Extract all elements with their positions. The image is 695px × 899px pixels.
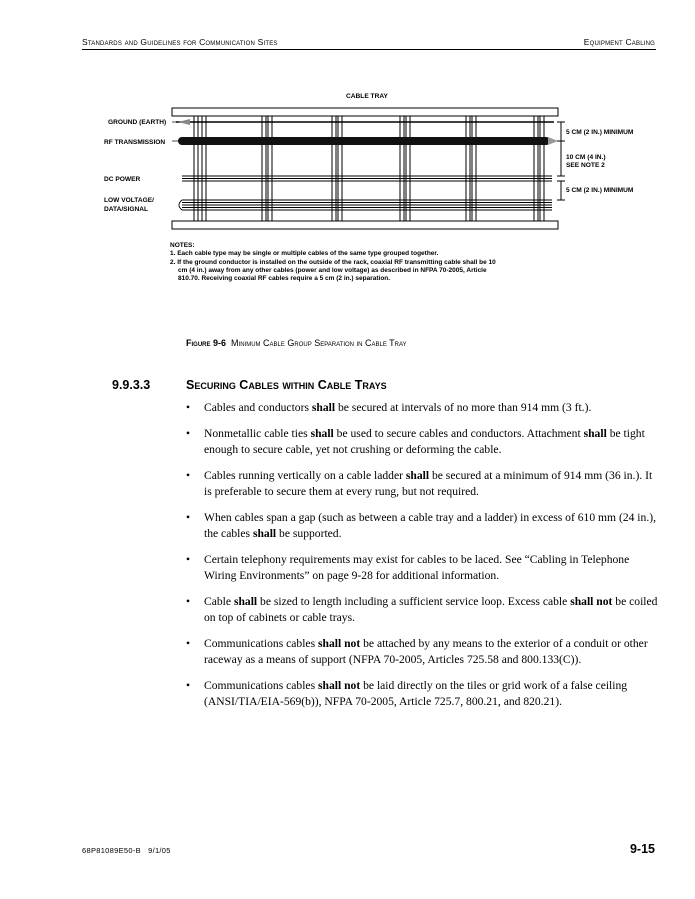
bullet-text: be sized to length including a sufficient service loop. Excess cable: [257, 595, 571, 609]
bullet-text: be attached by any means to the exterior of a conduit or other raceway as a means of support (NFPA 70-2005, Articles 725.58 and 800.133(C)).: [204, 637, 648, 666]
bullet-text: Certain telephony requirements may exist for cables to be laced. See “Cabling in Telephone Wiring Environments” on page 9-28 for additional information.: [204, 553, 630, 582]
figure-caption-label: Figure 9-6: [186, 338, 227, 348]
bullet-text: be used to secure cables and conductors. Attachment: [333, 427, 584, 441]
bullet-text: Cables and conductors: [204, 401, 312, 414]
dim-label-1: 5 CM (2 IN.) MINIMUM: [566, 129, 634, 136]
bullet-text: be laid directly on the tiles or grid work of a false ceiling (ANSI/TIA/EIA-569(b)), NFPA 70-2005, Article 725.7, 800.21, and 820.21).: [204, 679, 628, 708]
bullet-item: [186, 678, 658, 709]
label-ground: GROUND (EARTH): [108, 119, 167, 126]
diagram-title: CABLE TRAY: [346, 93, 388, 100]
bullet-dot: •: [186, 553, 191, 567]
label-low-1: LOW VOLTAGE/: [104, 197, 154, 204]
bullet-dot: •: [186, 679, 191, 693]
bullet-item: [186, 468, 658, 499]
section-number: 9.9.3.3: [112, 378, 151, 392]
bullet-item: [186, 636, 658, 667]
bullet-item: [186, 426, 658, 457]
bullet-text: be tight enough to secure cable, yet not crushing or deforming the cable.: [204, 427, 645, 456]
tray-bottom-rail: [172, 221, 558, 229]
footer-doc-id: 68P81089E50-B 9/1/05: [82, 846, 171, 855]
section-title: Securing Cables within Cable Trays: [186, 378, 387, 392]
bullet-emphasis: shall not: [318, 637, 361, 651]
bullet-emphasis: shall: [311, 401, 336, 414]
rf-cable: [178, 137, 550, 145]
dimension-brackets: [557, 122, 565, 200]
notes-heading: NOTES:: [170, 242, 195, 249]
bullet-text: Cables running vertically on a cable ladder: [204, 469, 406, 483]
tray-top-rail: [172, 108, 558, 116]
figure-notes: [170, 242, 550, 283]
note-2-line-2: cm (4 in.) away from any other cables (power and low voltage) as described in NFPA 70-2005, Article: [178, 266, 487, 274]
bullet-dot: •: [186, 595, 191, 609]
bullet-text: Cable: [204, 595, 234, 609]
label-dc: DC POWER: [104, 176, 141, 183]
rf-cable-end: [548, 137, 558, 145]
dc-power-cables: [182, 176, 552, 181]
bullet-text: be secured at intervals of no more than 914 mm (3 ft.).: [335, 401, 592, 414]
bullet-emphasis: shall: [405, 469, 430, 483]
bullet-text: be coiled on top of cabinets or cable trays.: [204, 595, 658, 624]
bullet-item: [186, 552, 658, 583]
bullet-item: [186, 510, 658, 541]
bullet-dot: •: [186, 401, 191, 414]
bullet-emphasis: shall: [583, 427, 607, 441]
note-1: 1. Each cable type may be single or multiple cables of the same type grouped together.: [170, 250, 439, 258]
note-2-line-3: 810.70. Receiving coaxial RF cables require a 5 cm (2 in.) separation.: [178, 275, 391, 283]
low-voltage-cables: [179, 200, 552, 210]
bullet-emphasis: shall: [233, 595, 258, 609]
bullet-dot: •: [186, 637, 191, 651]
bullet-item: [186, 594, 658, 625]
bullet-text: be supported.: [276, 526, 342, 540]
dim-label-2b: SEE NOTE 2: [566, 162, 605, 169]
ground-cable-end: [178, 119, 190, 125]
label-low-2: DATA/SIGNAL: [104, 206, 149, 213]
page-number: 9-15: [629, 842, 655, 856]
bullet-item: [186, 400, 658, 416]
bullet-emphasis: shall not: [318, 679, 361, 693]
bullet-text: Communications cables: [204, 637, 318, 651]
bullet-text: When cables span a gap (such as between a cable tray and a ladder) in excess of 610 mm (24 in.), the cables: [204, 511, 656, 540]
bullet-emphasis: shall not: [570, 595, 613, 609]
bullet-list: [186, 400, 658, 720]
figure-caption: [186, 338, 407, 348]
bullet-text: Nonmetallic cable ties: [204, 427, 311, 441]
bullet-dot: •: [186, 469, 191, 483]
label-leaders: [172, 122, 180, 141]
note-2-line-1: 2. If the ground conductor is installed on the outside of the rack, coaxial RF transmitting cable shall be 10: [170, 258, 496, 266]
bullet-text: be secured at a minimum of 914 mm (36 in.). It is preferable to secure them at every rung, but not required.: [204, 469, 653, 498]
running-header-left: Standards and Guidelines for Communication Sites: [82, 37, 278, 47]
bullet-dot: •: [186, 427, 191, 441]
bullet-emphasis: shall: [310, 427, 334, 441]
label-rf: RF TRANSMISSION: [104, 139, 166, 146]
running-header-right: Equipment Cabling: [583, 37, 655, 47]
bullet-dot: •: [186, 511, 191, 525]
dim-label-2a: 10 CM (4 IN.): [566, 154, 606, 161]
bullet-emphasis: shall: [252, 526, 277, 540]
figure-caption-text: Minimum Cable Group Separation in Cable Tray: [231, 338, 407, 348]
dim-label-3: 5 CM (2 IN.) MINIMUM: [566, 187, 634, 194]
bullet-text: Communications cables: [204, 679, 318, 693]
